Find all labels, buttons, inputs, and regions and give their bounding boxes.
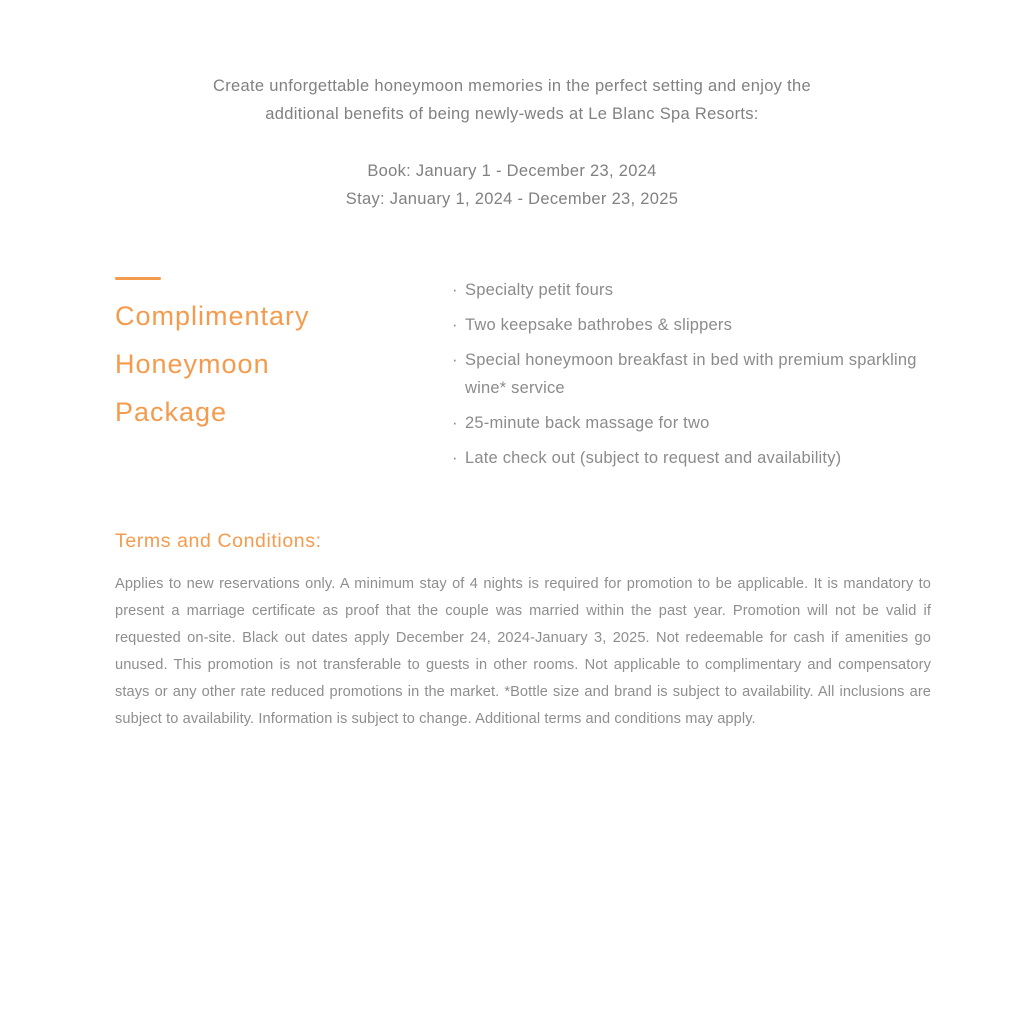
stay-window: Stay: January 1, 2024 - December 23, 2025 — [345, 190, 679, 208]
benefit-item — [452, 444, 930, 472]
intro-line-1: Create unforgettable honeymoon memories in the perfect setting and enjoy the — [213, 77, 811, 95]
benefit-text: Two keepsake bathrobes & slippers — [465, 316, 733, 334]
package-title — [115, 292, 435, 436]
package-title-block — [115, 277, 435, 436]
benefit-text: 25-minute back massage for two — [465, 414, 710, 432]
terms-heading: Terms and Conditions: — [115, 530, 322, 552]
bullet-dot: · — [452, 414, 458, 432]
package-title-line-2: Honeymoon — [115, 349, 270, 379]
benefit-text: Late check out (subject to request and availability) — [465, 449, 842, 467]
bullet-dot: · — [452, 449, 458, 467]
booking-dates — [0, 157, 1024, 213]
package-title-line-1: Complimentary — [115, 301, 310, 331]
bullet-dot: · — [452, 351, 458, 369]
package-title-line-3: Package — [115, 397, 228, 427]
benefits-list — [452, 276, 930, 479]
book-window: Book: January 1 - December 23, 2024 — [367, 162, 657, 180]
bullet-dot: · — [452, 281, 458, 299]
intro-line-2: additional benefits of being newly-weds at Le Blanc Spa Resorts: — [265, 105, 759, 123]
terms-body: Applies to new reservations only. A minimum stay of 4 nights is required for promotion to be applicable. It is mandatory to present a marriage certificate as proof that the couple was married within the past year. Promotion will not be valid if requested on-site. Black out dates apply December 24, 2024-January 3, 2025. Not redeemable for cash if amenities go unused. This promotion is not transferable to guests in other rooms. Not applicable to complimentary and compensatory stays or any other rate reduced promotions in the market. *Bottle size and brand is subject to availability. All inclusions are subject to availability. Information is subject to change. Additional terms and conditions may apply. — [115, 576, 931, 727]
intro-text — [0, 72, 1024, 128]
benefit-text: Special honeymoon breakfast in bed with premium sparkling wine* service — [465, 351, 917, 397]
accent-rule — [115, 277, 161, 280]
bullet-dot: · — [452, 316, 458, 334]
benefit-text: Specialty petit fours — [465, 281, 614, 299]
benefit-item — [452, 409, 930, 437]
benefit-item — [452, 311, 930, 339]
benefit-item — [452, 346, 930, 402]
benefit-item — [452, 276, 930, 304]
